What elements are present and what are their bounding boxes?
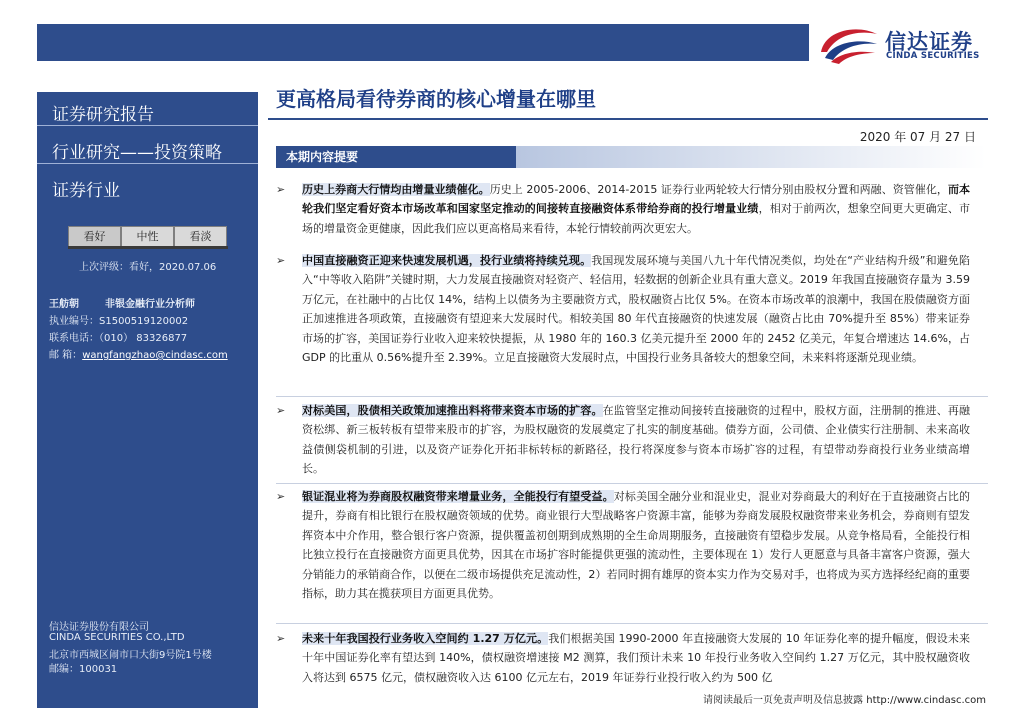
summary-paragraph-2	[302, 251, 970, 367]
paragraph-text: 我国现发展环境与美国八九十年代情况类似，均处在“产业结构升级”和避免陷入“中等收入陷阱”关键时期，大力发展直接融资对轻资产、轻信用，轻数据的创新企业具有重大意义。2019 年我国直接融资存量为 3.59 万亿元，在社融中的占比仅 14%，结构上以债务为主要融资方式，股权融资占比仅 5%。在资本市场改革的浪潮中，我国在股债融资方面正加速推进各项政策，直接融资有望迎来大发展时代。相较美国 80 年代直接融资的快速发展（融资占比由 70%提升至 85%）带来证券市场的扩容，美国证券行业收入迎来较快提振，从 1980 年的 160.3 亿美元提升至 2000 年的 2452 亿美元，年复合增速达 14.6%，占 GDP 的比重从 0.56%提升至 2.39%。立足直接融资大发展时点，中国投行业务具备较大的想象空间，未来料将逐渐兑现业绩。	[302, 254, 970, 365]
rating-negative: 看淡	[174, 226, 227, 248]
paragraph-highlight: 历史上券商大行情均由增量业绩催化。	[302, 183, 490, 196]
paragraph-highlight: 对标美国，股债相关政策加速推出料将带来资本市场的扩容。	[302, 404, 603, 417]
paragraph-text: 我们根据美国 1990-2000 年直接融资大发展的 10 年证券化率的提升幅度，假设未来十年中国证券化率有望达到 140%，债权融资增速接 M2 测算，我们预计未来 10 年投行业务收入空间约 1.27 万亿元，其中股权融资收入将达到 6575 亿元，债权融资收入达 6100 亿元左右，2019 年证券行业投行收入约为 500 亿	[302, 632, 970, 684]
report-date: 2020 年 07 月 27 日	[859, 130, 976, 144]
analyst-role: 非银金融行业分析师	[105, 299, 195, 310]
paragraph-text: 对标美国全融分业和混业史，混业对券商最大的利好在于直接融资占比的提升，券商有相比银行在股权融资领域的优势。商业银行大型战略客户资源丰富，能够为券商发展股权融资带来业务机会，券商则有望发挥资本中介作用，整合银行客户资源，提供覆盖初创期到成熟期的全生命周期服务，直接融资有望稳步发展。从竞争格局看，全能投行相比独立投行在直接融资方面更具优势，因其在市场扩容时能提供更强的流动性，主要体现在 1）发行人更愿意与具备丰富客户资源，强大分销能力的承销商合作，以便在二级市场提供充足流动性，2）若同时拥有雄厚的资本实力作为交易对手，也将成为买方选择经纪商的重要指标，助力其在揽获项目方面更具优势。	[302, 490, 970, 601]
analyst-cert: 执业编号：S1500519120002	[49, 316, 189, 327]
bullet-arrow-icon: ➢	[276, 490, 286, 503]
summary-paragraph-3	[302, 401, 970, 479]
title-rule	[268, 118, 988, 120]
sidebar-divider	[37, 125, 258, 126]
logo-en-text: CINDA SECURITIES	[886, 51, 980, 61]
paragraph-text: ，相对于前两次，想象空间更大更确定、市场的增量资金更健康，因此我们应以更高格局来看待，本轮行情较前两次更宏大。	[302, 202, 971, 235]
company-name-en: CINDA SECURITIES CO.,LTD	[49, 632, 185, 643]
company-name-cn: 信达证券股份有限公司	[49, 622, 149, 633]
rating-positive: 看好	[68, 226, 121, 248]
header-bar	[37, 24, 809, 61]
paragraph-highlight: 银证混业将为券商股权融资带来增量业务，全能投行有望受益。	[302, 490, 614, 503]
rating-scale	[68, 226, 228, 248]
bullet-arrow-icon: ➢	[276, 632, 286, 645]
last-rating: 上次评级：看好，2020.07.06	[79, 262, 217, 273]
bullet-arrow-icon: ➢	[276, 183, 286, 196]
paragraph-highlight: 中国直接融资正迎来快速发展机遇，投行业绩将持续兑现。	[302, 254, 592, 267]
research-type-title: 行业研究——投资策略	[52, 143, 222, 163]
paragraph-text: 历史上 2005-2006、2014-2015 证券行业两轮较大行情分别由股权分置和两融、资管催化，	[489, 183, 948, 196]
footer-disclaimer[interactable]: 请阅读最后一页免责声明及信息披露 http://www.cindasc.com	[703, 695, 986, 706]
report-title: 更高格局看待券商的核心增量在哪里	[276, 87, 596, 111]
sidebar-divider	[37, 163, 258, 164]
paragraph-bold: 而本轮我们坚定看好资本市场改革和国家坚定推动的间接转直接融资体系带给券商的投行增量业绩	[302, 183, 971, 216]
summary-paragraph-1	[302, 180, 970, 238]
sidebar	[37, 92, 258, 708]
logo-swoosh-icon	[815, 22, 883, 66]
paragraph-highlight: 未来十年我国投行业务收入空间约 1.27 万亿元。	[302, 632, 549, 645]
summary-paragraph-5	[302, 629, 970, 687]
paragraph-text: 在监管坚定推动间接转直接融资的过程中，股权方面，注册制的推进、再融资松绑、新三板转板有望带来股市的扩容，为股权融资的发展奠定了扎实的制度基础。债券方面，公司债、企业债实行注册制、未来高收益债侧袋机制的引进，以及资产证券化开拓非标转标的新路径，投行将深度参与资本市场扩容的过程，有望带动券商投行业务业绩高增长。	[302, 404, 971, 476]
rating-shadow	[68, 246, 228, 249]
section-header: 本期内容提要	[276, 146, 516, 168]
section-header-fade	[516, 146, 986, 168]
company-logo	[815, 22, 990, 66]
email-label: 邮 箱：	[49, 350, 83, 361]
analyst-name: 王舫朝	[49, 299, 79, 310]
analyst-email-link[interactable]: wangfangzhao@cindasc.com	[82, 350, 228, 361]
analyst-phone: 联系电话：（010） 83326877	[49, 333, 188, 344]
paragraph-divider	[276, 396, 988, 397]
analyst-email-row	[49, 346, 228, 361]
summary-paragraph-4	[302, 487, 970, 603]
paragraph-divider	[276, 623, 988, 624]
bullet-arrow-icon: ➢	[276, 254, 286, 267]
rating-neutral: 中性	[121, 226, 174, 248]
company-postcode: 邮编：100031	[49, 664, 118, 675]
logo-cn-text: 信达证券	[885, 30, 973, 54]
company-address: 北京市西城区闹市口大街9号院1号楼	[49, 650, 212, 661]
paragraph-divider	[276, 483, 988, 484]
report-type-title: 证券研究报告	[52, 105, 154, 125]
industry-title: 证券行业	[52, 181, 120, 201]
bullet-arrow-icon: ➢	[276, 404, 286, 417]
